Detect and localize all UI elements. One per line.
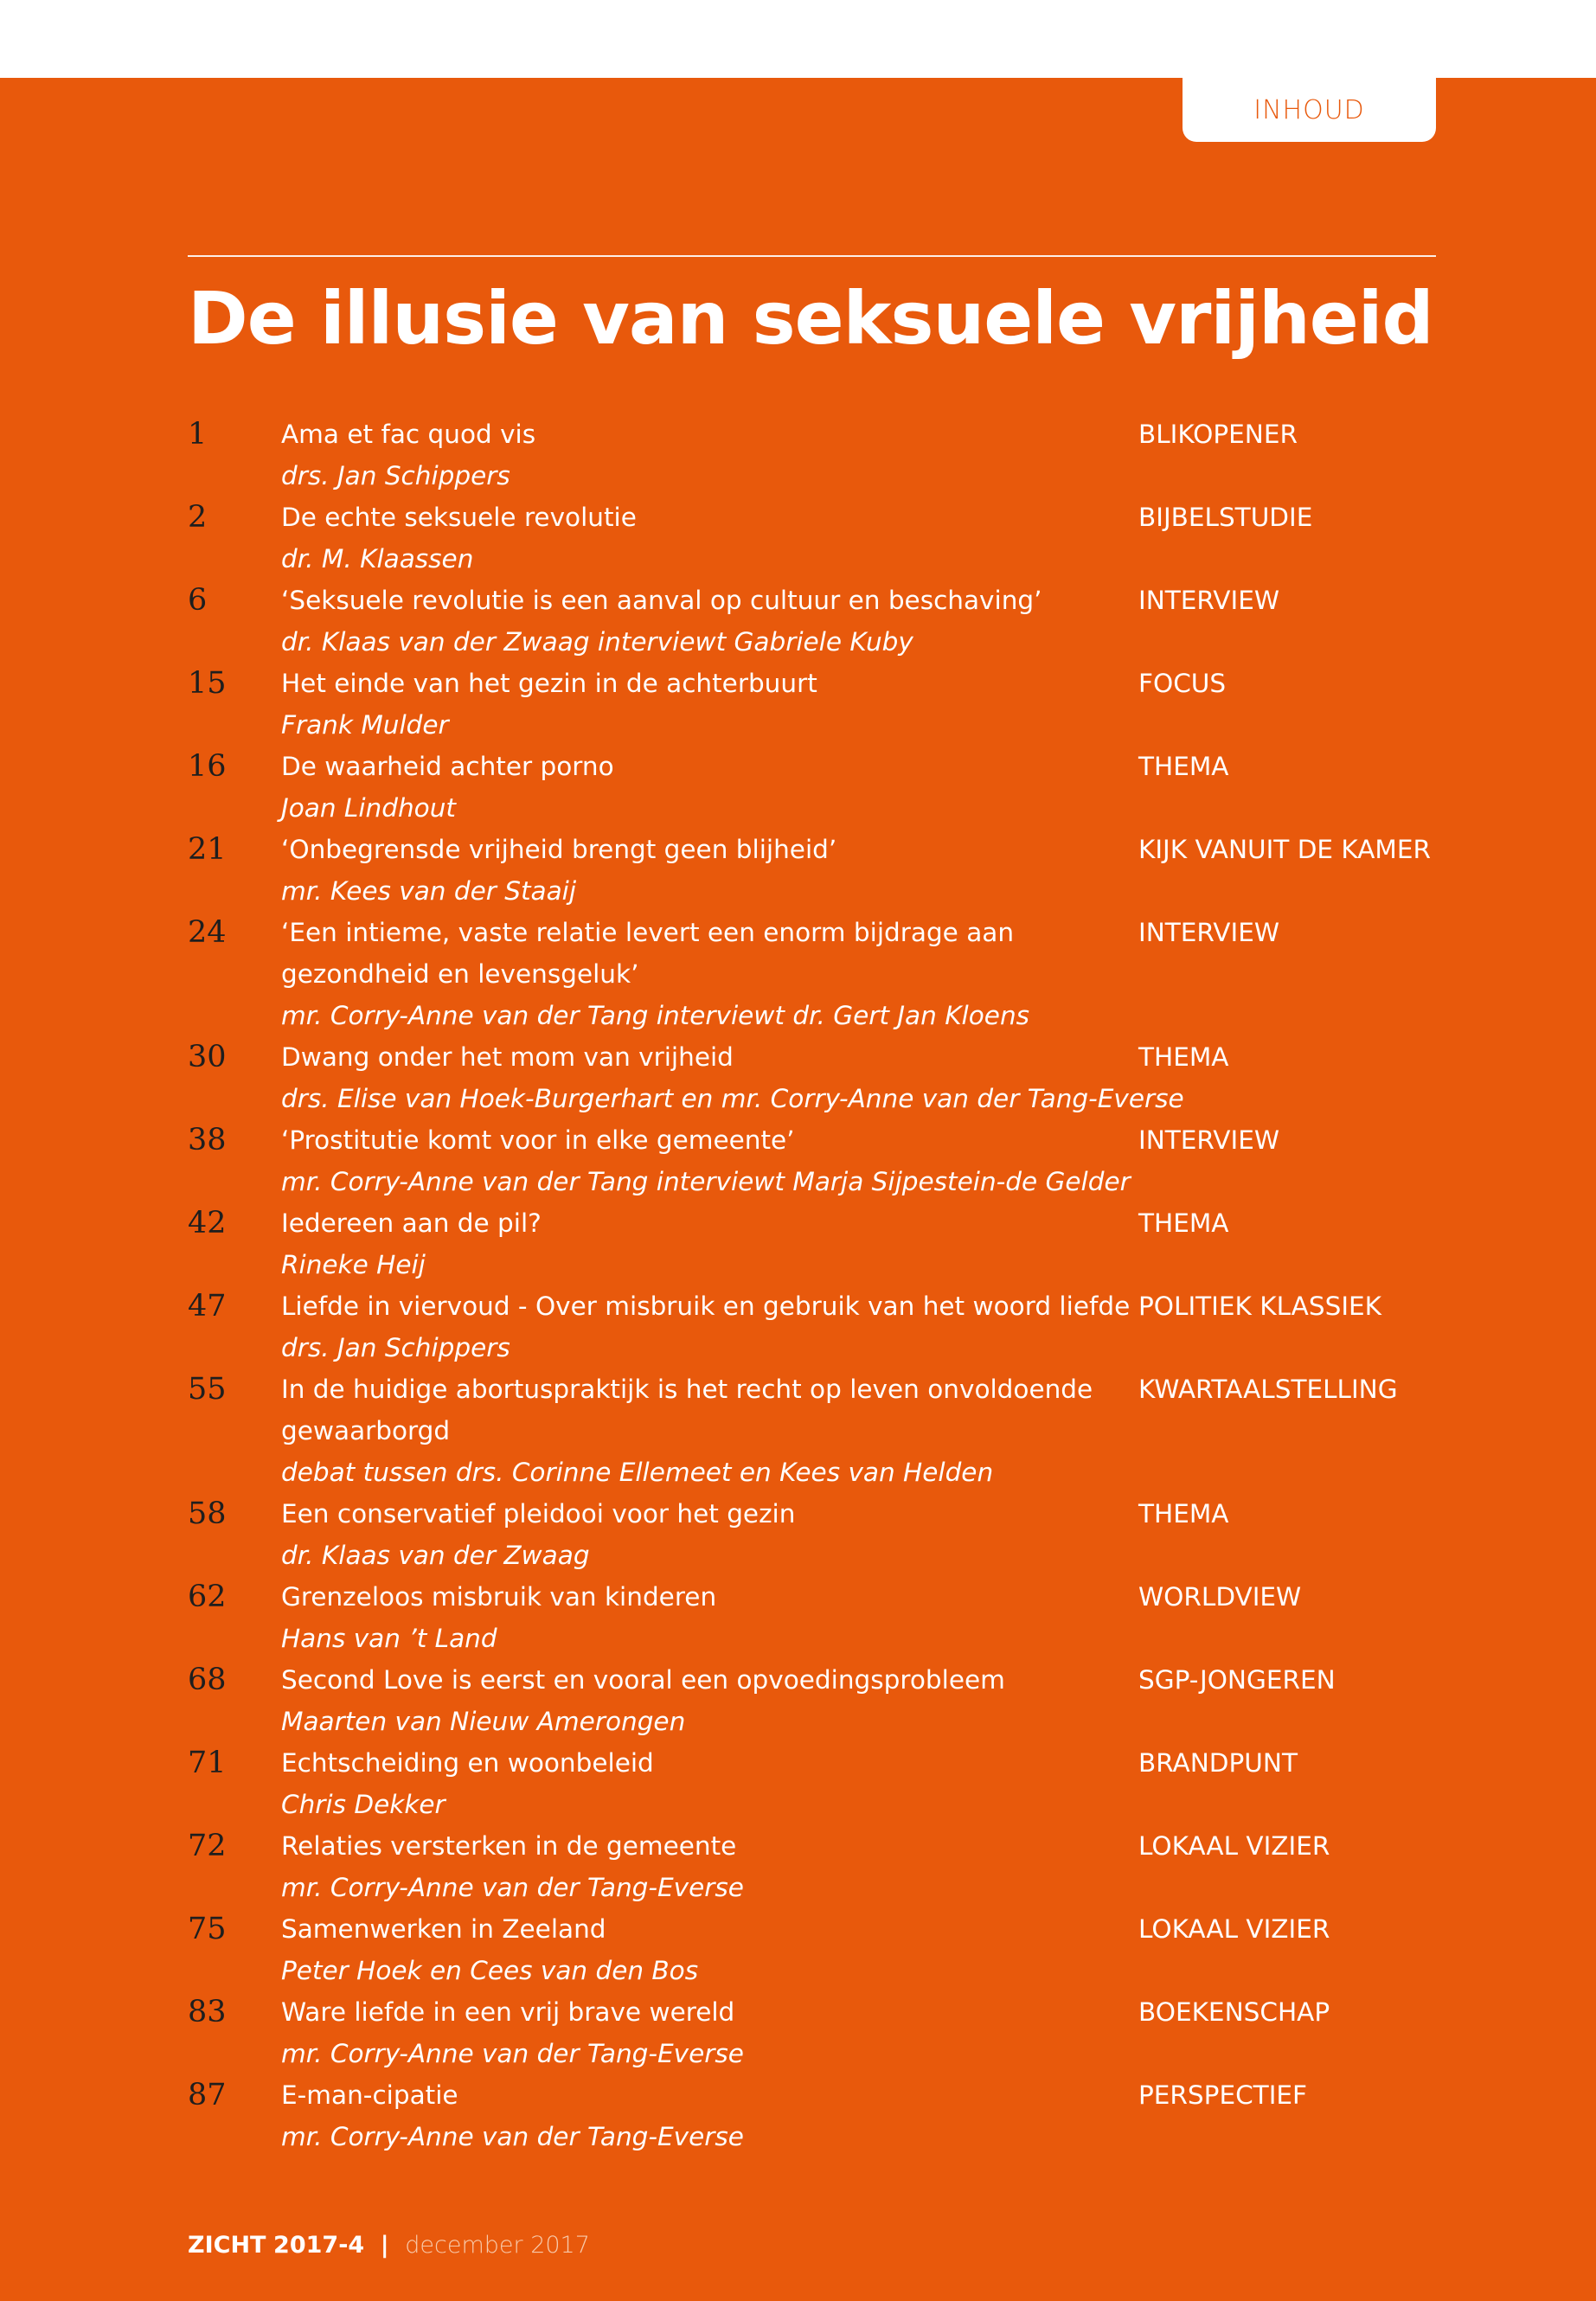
toc-category: LOKAAL VIZIER xyxy=(1138,1831,1330,1861)
toc-page-number: 87 xyxy=(188,2078,227,2112)
toc-article-author: Rineke Heij xyxy=(281,1250,426,1279)
toc-article-author: Joan Lindhout xyxy=(281,793,456,823)
toc-article-author: dr. Klaas van der Zwaag interviewt Gabriele Kuby xyxy=(281,627,913,657)
toc-entry[interactable] xyxy=(188,1202,1436,1285)
toc-entry[interactable] xyxy=(188,1285,1436,1368)
toc-article-title: ‘Seksuele revolutie is een aanval op cultuur en beschaving’ xyxy=(281,586,1042,615)
toc-category: SGP-JONGEREN xyxy=(1138,1665,1336,1695)
toc-entry[interactable] xyxy=(188,1493,1436,1576)
toc-article-title: Echtscheiding en woonbeleid xyxy=(281,1748,654,1778)
toc-article-title: Liefde in viervoud - Over misbruik en gebruik van het woord liefde xyxy=(281,1292,1131,1321)
table-of-contents xyxy=(188,413,1436,2157)
toc-article-title: Samenwerken in Zeeland xyxy=(281,1914,606,1944)
toc-article-author: drs. Jan Schippers xyxy=(281,461,510,490)
toc-page-number: 2 xyxy=(188,500,208,535)
toc-article-title: Grenzeloos misbruik van kinderen xyxy=(281,1582,717,1612)
toc-entry[interactable] xyxy=(188,829,1436,912)
toc-article-author: dr. M. Klaassen xyxy=(281,544,474,574)
toc-article-title: Een conservatief pleidooi voor het gezin xyxy=(281,1499,796,1529)
toc-article-title: Het einde van het gezin in de achterbuurt xyxy=(281,669,817,698)
toc-entry[interactable] xyxy=(188,663,1436,746)
toc-category: LOKAAL VIZIER xyxy=(1138,1914,1330,1944)
footer-date: december 2017 xyxy=(405,2232,590,2259)
toc-article-title: Dwang onder het mom van vrijheid xyxy=(281,1042,734,1072)
toc-page-number: 68 xyxy=(188,1663,227,1697)
toc-article-author: mr. Corry-Anne van der Tang-Everse xyxy=(281,2122,744,2151)
section-tab: INHOUD xyxy=(1183,78,1436,142)
toc-article-author: mr. Corry-Anne van der Tang interviewt Marja Sijpestein-de Gelder xyxy=(281,1167,1131,1196)
page-title: De illusie van seksuele vrijheid xyxy=(188,276,1433,361)
toc-page-number: 47 xyxy=(188,1289,227,1324)
toc-article-title: Ware liefde in een vrij brave wereld xyxy=(281,1997,735,2027)
toc-entry[interactable] xyxy=(188,1825,1436,1908)
toc-page-number: 42 xyxy=(188,1206,227,1240)
toc-article-title: ‘Onbegrensde vrijheid brengt geen blijheid’ xyxy=(281,835,837,864)
footer xyxy=(188,2228,590,2263)
toc-entry[interactable] xyxy=(188,1908,1436,1991)
toc-entry[interactable] xyxy=(188,2074,1436,2157)
toc-page-number: 15 xyxy=(188,666,227,701)
toc-entry[interactable] xyxy=(188,1036,1436,1119)
toc-page-number: 6 xyxy=(188,583,208,618)
toc-article-author: Hans van ’t Land xyxy=(281,1624,497,1653)
toc-page-number: 24 xyxy=(188,915,227,950)
title-rule xyxy=(188,255,1436,257)
toc-page-number: 55 xyxy=(188,1372,227,1407)
toc-entry[interactable] xyxy=(188,912,1436,1036)
toc-entry[interactable] xyxy=(188,413,1436,497)
toc-article-author: drs. Jan Schippers xyxy=(281,1333,510,1362)
toc-category: WORLDVIEW xyxy=(1138,1582,1302,1612)
toc-article-title: ‘Een intieme, vaste relatie levert een enorm bijdrage aan gezondheid en levensgeluk’ xyxy=(281,918,1015,989)
toc-category: BIJBELSTUDIE xyxy=(1138,503,1313,532)
toc-article-title: Relaties versterken in de gemeente xyxy=(281,1831,737,1861)
toc-category: INTERVIEW xyxy=(1138,1125,1279,1155)
toc-page-number: 72 xyxy=(188,1829,227,1863)
footer-issue: 2017-4 xyxy=(273,2232,365,2259)
toc-article-author: Peter Hoek en Cees van den Bos xyxy=(281,1956,699,1985)
toc-category: FOCUS xyxy=(1138,669,1227,698)
toc-category: PERSPECTIEF xyxy=(1138,2080,1308,2110)
toc-page-number: 21 xyxy=(188,832,227,867)
toc-entry[interactable] xyxy=(188,746,1436,829)
footer-separator: | xyxy=(380,2232,389,2259)
toc-article-title: De waarheid achter porno xyxy=(281,752,614,781)
toc-entry[interactable] xyxy=(188,1659,1436,1742)
toc-entry[interactable] xyxy=(188,497,1436,580)
toc-entry[interactable] xyxy=(188,580,1436,663)
toc-article-title: Iedereen aan de pil? xyxy=(281,1208,542,1238)
toc-page-number: 58 xyxy=(188,1497,227,1531)
toc-article-author: dr. Klaas van der Zwaag xyxy=(281,1541,590,1570)
toc-article-author: debat tussen drs. Corinne Ellemeet en Kees van Helden xyxy=(281,1458,994,1487)
toc-entry[interactable] xyxy=(188,1576,1436,1659)
toc-category: KIJK VANUIT DE KAMER xyxy=(1138,835,1432,864)
toc-article-author: mr. Corry-Anne van der Tang-Everse xyxy=(281,2039,744,2068)
toc-article-author: mr. Corry-Anne van der Tang-Everse xyxy=(281,1873,744,1902)
toc-article-title: ‘Prostitutie komt voor in elke gemeente’ xyxy=(281,1125,795,1155)
toc-article-author: Chris Dekker xyxy=(281,1790,445,1819)
toc-category: KWARTAALSTELLING xyxy=(1138,1375,1398,1404)
toc-entry[interactable] xyxy=(188,1991,1436,2074)
toc-page-number: 83 xyxy=(188,1995,227,2029)
toc-article-author: mr. Kees van der Staaij xyxy=(281,876,577,906)
toc-category: THEMA xyxy=(1138,1499,1229,1529)
toc-article-author: mr. Corry-Anne van der Tang interviewt dr. Gert Jan Kloens xyxy=(281,1001,1030,1030)
toc-page-number: 30 xyxy=(188,1040,227,1074)
toc-page-number: 62 xyxy=(188,1580,227,1614)
toc-article-title: In de huidige abortuspraktijk is het recht op leven onvoldoende gewaarborgd xyxy=(281,1375,1093,1445)
footer-magazine: ZICHT xyxy=(188,2232,266,2259)
toc-category: POLITIEK KLASSIEK xyxy=(1138,1292,1381,1321)
toc-category: BOEKENSCHAP xyxy=(1138,1997,1330,2027)
toc-entry[interactable] xyxy=(188,1368,1436,1493)
toc-page-number: 75 xyxy=(188,1912,227,1946)
toc-category: THEMA xyxy=(1138,1208,1229,1238)
toc-article-title: Second Love is eerst en vooral een opvoedingsprobleem xyxy=(281,1665,1005,1695)
toc-article-author: Maarten van Nieuw Amerongen xyxy=(281,1707,686,1736)
toc-category: INTERVIEW xyxy=(1138,918,1279,947)
toc-page-number: 71 xyxy=(188,1746,227,1780)
toc-page-number: 16 xyxy=(188,749,227,784)
toc-article-title: Ama et fac quod vis xyxy=(281,420,536,449)
toc-article-title: De echte seksuele revolutie xyxy=(281,503,637,532)
toc-article-author: Frank Mulder xyxy=(281,710,449,740)
toc-page-number: 38 xyxy=(188,1123,227,1157)
toc-article-author: drs. Elise van Hoek-Burgerhart en mr. Corry-Anne van der Tang-Everse xyxy=(281,1084,1184,1113)
toc-category: BRANDPUNT xyxy=(1138,1748,1298,1778)
toc-page-number: 1 xyxy=(188,417,208,452)
toc-entry[interactable] xyxy=(188,1119,1436,1202)
toc-category: BLIKOPENER xyxy=(1138,420,1298,449)
toc-category: INTERVIEW xyxy=(1138,586,1279,615)
toc-category: THEMA xyxy=(1138,1042,1229,1072)
toc-article-title: E-man-cipatie xyxy=(281,2080,458,2110)
toc-entry[interactable] xyxy=(188,1742,1436,1825)
toc-category: THEMA xyxy=(1138,752,1229,781)
